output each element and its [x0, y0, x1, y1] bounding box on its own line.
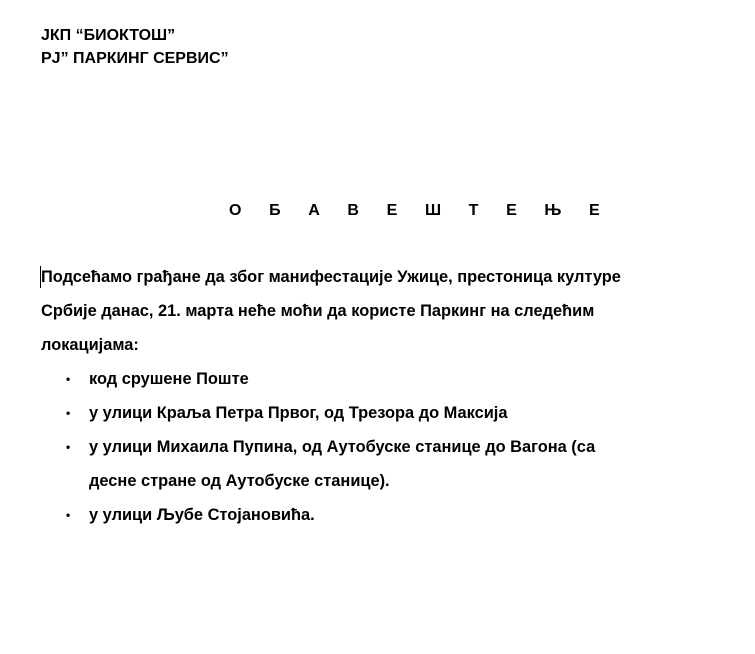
document-title: О Б А В Е Ш Т Е Њ Е: [229, 202, 612, 219]
text-cursor: [40, 266, 41, 288]
document-body[interactable]: [41, 260, 711, 532]
paragraph-line: Србије данас, 21. марта неће моћи да користе Паркинг на следећим: [41, 302, 595, 320]
list-item-text: у улици Љубе Стојановића.: [89, 506, 315, 524]
list-item-text: у улици Михаила Пупина, од Аутобуске станице до Вагона (са: [89, 438, 596, 456]
bullet-icon: •: [66, 372, 71, 386]
list-item: [41, 396, 711, 430]
paragraph-line: Подсећамо грађане да због манифестације Ужице, престоница културе: [41, 268, 621, 286]
list-item-text: десне стране од Аутобуске станице).: [89, 472, 390, 490]
paragraph-line: локацијама:: [41, 336, 139, 354]
bullet-icon: •: [66, 440, 71, 454]
list-item-text: код срушене Поште: [89, 370, 249, 388]
intro-paragraph: [41, 260, 711, 362]
org-name-line: ЈКП “БИОКТОШ”: [41, 27, 176, 44]
list-item: [41, 430, 711, 498]
organization-header: [41, 24, 229, 70]
list-item: [41, 362, 711, 396]
bullet-icon: •: [66, 508, 71, 522]
org-unit-line: РЈ” ПАРКИНГ СЕРВИС”: [41, 50, 229, 67]
list-item-text: у улици Краља Петра Првог, од Трезора до Максија: [89, 404, 508, 422]
location-list: [41, 362, 711, 532]
list-item: [41, 498, 711, 532]
bullet-icon: •: [66, 406, 71, 420]
